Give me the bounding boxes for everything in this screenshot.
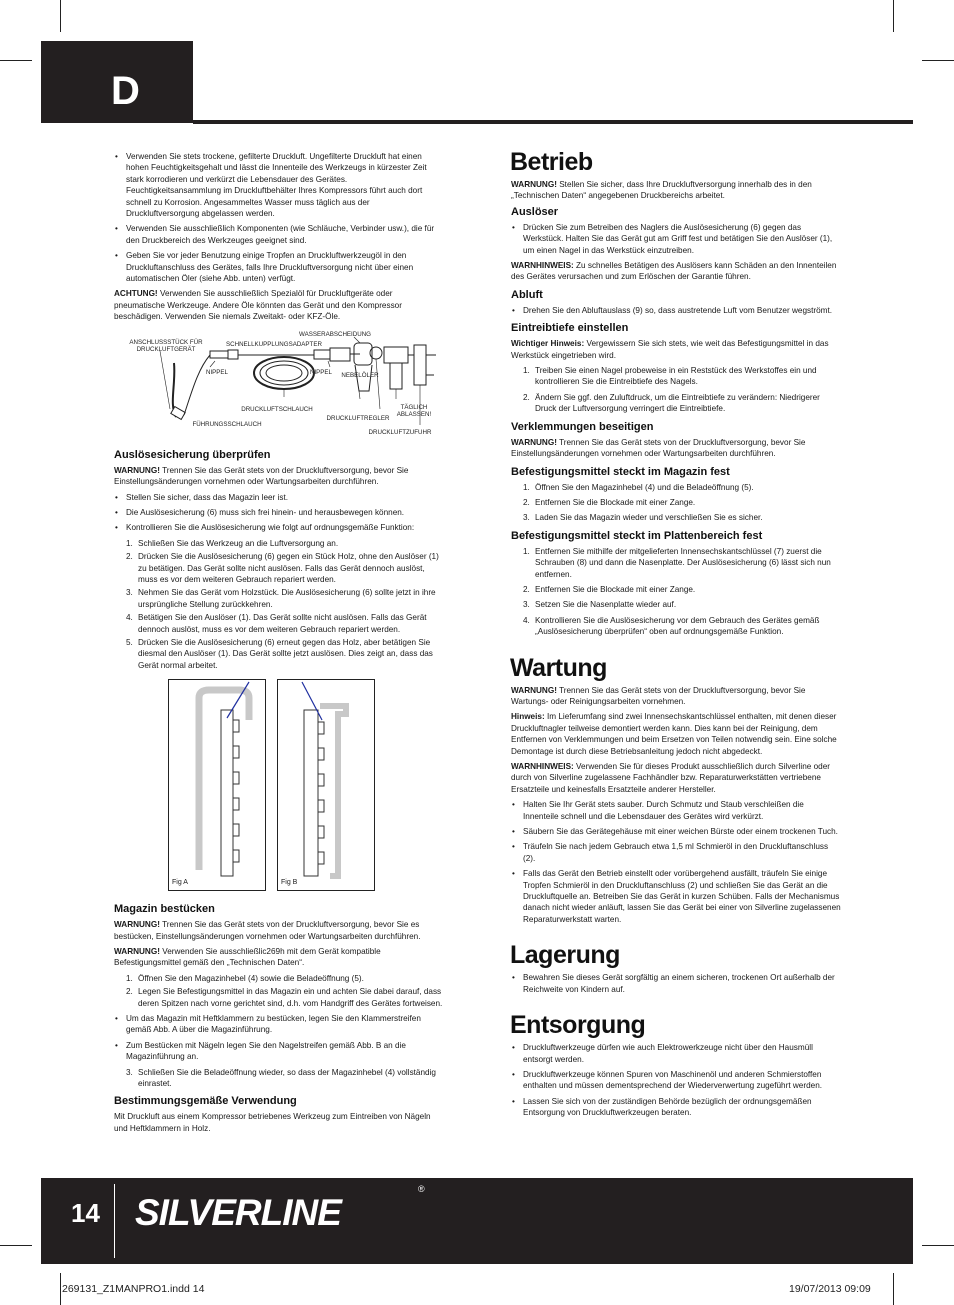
list-item: • Falls das Gerät den Betrieb einstellt oder vorübergehend ausfällt, träufeln Sie einige Tropfen Schmieröl in den Druckluftanschluss (2) und schließen Sie das Gerät an die Druckluftquelle an. Betreiben Sie das Gerät in kurzen Schüben. Falls der Mechanismus danach nicht wieder anläuft, lassen Sie das Gerät bei einer von Silverline zugelassenen Reparaturwerkstatt warten. <box>511 868 841 925</box>
check-list <box>114 492 444 534</box>
achtung-note <box>114 288 444 322</box>
chapter-title: Entsorgung <box>510 1011 646 1040</box>
list-item: • Kontrollieren Sie die Auslösesicherung wie folgt auf ordnungsgemäße Funktion: <box>114 522 444 533</box>
diagram-label: NEBELÖLER <box>341 371 379 379</box>
plate-steps <box>523 546 841 638</box>
list-item: • Druckluftwerkzeuge können Spuren von Maschinenöl und anderen Schmierstoffen enthalten und müssen dementsprechend der Wiederverwertung zugeführt werden. <box>511 1069 841 1092</box>
chapter-title: Wartung <box>510 653 607 682</box>
step-item: 4. Kontrollieren Sie die Auslösesicherung vor dem Gebrauch des Gerätes gemäß „Auslösesicherung überprüfen“ oben auf ordnungsgemäße Funktion. <box>523 615 820 637</box>
step-item: 4. Betätigen Sie den Auslöser (1). Das Gerät sollte nicht auslösen. Falls das Gerät dennoch auslöst, muss es vor dem weiteren Gebrauch repariert werden. <box>126 613 427 634</box>
step-item: 2. Legen Sie Befestigungsmittel in das Magazin ein und achten Sie dabei darauf, dass deren Spitzen nach vorne gerichtet sind, d.h. vom Handgriff des Gerätes fortweisen. <box>126 987 443 1008</box>
load-bullets <box>114 1013 444 1063</box>
crop-mark <box>893 1273 894 1305</box>
right-column <box>511 148 841 1123</box>
list-item: • Träufeln Sie nach jedem Gebrauch etwa 1,5 ml Schmieröl in den Druckluftanschluss (2). <box>511 841 841 864</box>
figure-a <box>168 679 266 891</box>
diagram-label: WASSERABSCHEIDUNG <box>299 330 371 338</box>
note-text: Im Lieferumfang sind zwei Innensechskantschlüssel enthalten, mit denen dieser Druckluftnagler teilweise demontiert werden kann. Dies kann bei der Reinigung, dem Entfernen von Verklemmungen und beim Ersetzen von Teilen notwendig sein. Eine solche Demontage ist durch diese Betriebsanleitung jedoch nicht abgedeckt. <box>511 712 837 756</box>
step-item: 3. Nehmen Sie das Gerät vom Holzstück. Die Auslösesicherung (6) sollte jetzt in ihre ursprüngliche Stellung zurückkehren. <box>126 588 436 609</box>
section-letter: D <box>111 69 140 113</box>
nail-strip-illustration <box>278 680 374 890</box>
section-heading: Bestimmungsgemäße Verwendung <box>114 1095 297 1108</box>
page-number: 14 <box>71 1198 100 1228</box>
crop-mark <box>60 0 61 32</box>
diagram-label: DRUCKLUFTSCHLAUCH <box>241 405 313 413</box>
slug-file: 269131_Z1MANPRO1.indd 14 <box>62 1283 205 1295</box>
list-item: • Lassen Sie sich von der zuständigen Behörde bezüglich der ordnungsgemäßen Entsorgung von Druckluftwerkzeugen beraten. <box>511 1096 841 1119</box>
note-label: WARNUNG! <box>114 947 160 956</box>
note-label: Wichtiger Hinweis: <box>511 339 585 349</box>
step-item: 1. Schließen Sie das Werkzeug an die Luftversorgung an. <box>126 538 339 548</box>
step-item: 1. Treiben Sie einen Nagel probeweise in ein Reststück des Werkstoffes ein und kontrollieren Sie die Eintreibtiefe des Nagels. <box>523 366 817 387</box>
silverline-logo: SILVERLINE <box>135 1192 341 1233</box>
list-item: • Verwenden Sie stets trockene, gefilterte Druckluft. Ungefilterte Druckluft hat einen hohen Feuchtigkeitsgehalt und lässt die Innenteile des Werkzeugs in kürzester Zeit stark korrodieren und verkürzt die Lebensdauer des Gerätes. Feuchtigkeitsansammlung im Druckluftbehälter Ihres Kompressors führt auch dort schnell zu Korrosion. Angesammeltes Wasser muss täglich aus der Druckluftversorgung abgelassen werden. <box>114 151 444 219</box>
step-item: 2. Drücken Sie die Auslösesicherung (6) gegen ein Stück Holz, ohne den Auslöser (1) zu betätigen. Das Gerät sollte nicht auslösen. Falls das Gerät dennoch auslöst, muss es vor dem weiteren Gebrauch repariert werden. <box>126 552 439 584</box>
warning-note <box>511 179 841 202</box>
note-label: WARNUNG! <box>511 685 557 695</box>
load-steps <box>126 973 444 1009</box>
step-item: 1. Entfernen Sie mithilfe der mitgelieferten Innensechskantschlüssel (7) zuerst die Schrauben (8) und dann die Nasenplatte. Der Auslösesicherung (6) lässt sich nun entfernen. <box>523 546 831 579</box>
step-item: 2. Entfernen Sie die Blockade mit einer Zange. <box>523 584 696 594</box>
list-item: • Druckluftwerkzeuge dürfen wie auch Elektrowerkzeuge nicht über den Hausmüll entsorgt werden. <box>511 1042 841 1065</box>
note-text: Stellen Sie sicher, dass Ihre Druckluftversorgung innerhalb des in den „Technischen Daten“ angegebenen Druckbereichs arbeitet. <box>511 180 812 201</box>
note-label: WARNHINWEIS: <box>511 762 574 771</box>
depth-steps <box>523 365 841 415</box>
section-heading: Befestigungsmittel steckt im Magazin fest <box>511 465 730 478</box>
warning-note <box>114 946 444 969</box>
list-item: • Säubern Sie das Gerätegehäuse mit einer weichen Bürste oder einem trockenen Tuch. <box>511 826 841 837</box>
step-item: 1. Öffnen Sie den Magazinhebel (4) sowie die Beladeöffnung (5). <box>126 973 364 983</box>
slug-date: 19/07/2013 09:09 <box>789 1283 871 1295</box>
note-label: WARNUNG! <box>511 180 557 189</box>
note-text: Zu schnelles Betätigen des Auslösers kann Schäden an den Innenteilen des Gerätes verursachen und zum Erlöschen der Garantie führen. <box>511 261 837 282</box>
hint-note <box>511 711 841 757</box>
diagram-label: NIPPEL <box>309 368 332 376</box>
magazine-steps <box>523 482 841 524</box>
warning-note <box>114 919 444 942</box>
crop-mark <box>0 1245 32 1246</box>
storage-list <box>511 972 841 995</box>
maintenance-list <box>511 799 841 925</box>
intro-list <box>114 151 444 284</box>
note-text: Trennen Sie das Gerät stets von der Druckluftversorgung, bevor Sie Einstellungsänderungen vornehmen oder Wartungsarbeiten durchführen. <box>114 465 409 487</box>
step-item: 2. Entfernen Sie die Blockade mit einer Zange. <box>523 497 696 507</box>
figure-b <box>277 679 375 891</box>
section-heading: Auslösesicherung überprüfen <box>114 448 271 461</box>
list-item: • Verwenden Sie ausschließlich Komponenten (wie Schläuche, Verbinder usw.), die für den Druckbereich des Werkzeuges geeignet sind. <box>114 223 444 246</box>
load-steps-end <box>126 1067 444 1090</box>
section-heading: Abluft <box>511 288 543 301</box>
warning-note <box>511 685 841 708</box>
list-item: • Die Auslösesicherung (6) muss sich frei hinein- und herausbewegen können. <box>114 507 444 518</box>
crop-mark <box>893 0 894 32</box>
list-item: • Stellen Sie sicher, dass das Magazin leer ist. <box>114 492 444 503</box>
staple-strip-illustration <box>169 680 265 890</box>
figure-caption: Fig A <box>172 878 188 886</box>
crop-mark <box>60 1273 61 1305</box>
list-item: • Zum Bestücken mit Nägeln legen Sie den Nagelstreifen gemäß Abb. B an die Magazinführung an. <box>114 1040 444 1063</box>
note-label: ACHTUNG! <box>114 289 158 299</box>
trigger-list <box>511 222 841 256</box>
list-item: • Drücken Sie zum Betreiben des Naglers die Auslösesicherung (6) gegen das Werkstück. Halten Sie das Gerät gut am Griff fest und betätigen Sie den Auslöser (1), um einen Nagel in das Werkstück einzutreiben. <box>511 222 841 256</box>
note-text: Verwenden Sie ausschließlich Spezialöl für Druckluftgeräte oder pneumatische Werkzeuge. Andere Öle könnten das Gerät und den Kompressor beschädigen. Verwenden Sie niemals Zweitakt- oder KFZ-Öle. <box>114 289 402 322</box>
body-text: Mit Druckluft aus einem Kompressor betriebenes Werkzeug zum Eintreiben von Nägeln und Heftklammern in Holz. <box>114 1112 431 1133</box>
crop-mark <box>922 60 954 61</box>
diagram-label: SCHNELLKUPPLUNGSADAPTER <box>226 340 322 348</box>
note-label: WARNHINWEIS: <box>511 261 574 271</box>
left-column <box>114 151 444 1138</box>
note-text: Trennen Sie das Gerät stets von der Druckluftversorgung, bevor Sie Wartungs- oder Reinigungsarbeiten vornehmen. <box>511 685 806 706</box>
crop-mark <box>0 60 32 61</box>
figures <box>114 679 444 895</box>
registered-mark: ® <box>418 1184 425 1194</box>
warning-note <box>511 437 841 460</box>
chapter-title: Betrieb <box>510 148 593 176</box>
diagram-label: DRUCKLUFTREGLER <box>326 414 390 422</box>
note-text: Trennen Sie das Gerät stets von der Druckluftversorgung, bevor Sie Einstellungsänderungen vornehmen oder Wartungsarbeiten durchführen. <box>511 437 806 459</box>
check-steps <box>126 538 444 671</box>
note-text: Verwenden Sie für dieses Produkt ausschließlich durch Silverline oder durch von Silverline zugelassene Fachhändler bzw. Reparaturwerkstätten vertriebene Ersatzteile und keinesfalls Ersatzteile anderer Hersteller. <box>511 762 830 794</box>
section-heading: Befestigungsmittel steckt im Plattenbereich fest <box>511 529 763 542</box>
note-label: WARNUNG! <box>511 437 557 447</box>
step-item: 3. Laden Sie das Magazin wieder und verschließen Sie es sicher. <box>523 513 763 523</box>
section-heading: Eintreibtiefe einstellen <box>511 322 629 335</box>
step-item: 1. Öffnen Sie den Magazinhebel (4) und die Beladeöffnung (5). <box>523 482 754 492</box>
diagram-label: FÜHRUNGSSCHLAUCH <box>192 420 262 428</box>
crop-mark <box>922 1245 954 1246</box>
exhaust-list <box>511 305 841 316</box>
diagram-label: NIPPEL <box>205 368 228 376</box>
hint-note <box>511 260 841 283</box>
diagram-label: ANSCHLUSSSTÜCK FÜR DRUCKLUFTGERÄT <box>129 338 203 353</box>
step-item: 2. Ändern Sie ggf. den Zuluftdruck, um die Eintreibtiefe zu verändern: Niedrigerer Druck der Luftversorgung verringert die Eintreibtiefe. <box>523 392 820 414</box>
list-item: • Halten Sie Ihr Gerät stets sauber. Durch Schmutz und Staub verschleißen die Innenteile schnell und die Lebensdauer des Gerätes wird verkürzt. <box>511 799 841 822</box>
section-heading: Auslöser <box>511 205 559 218</box>
hint-note <box>511 338 841 361</box>
air-supply-diagram <box>114 329 444 439</box>
section-heading: Magazin bestücken <box>114 903 215 916</box>
note-label: WARNUNG! <box>114 465 160 475</box>
section-tab <box>41 41 193 123</box>
list-item: • Drehen Sie den Abluftauslass (9) so, dass austretende Luft vom Benutzer wegströmt. <box>511 305 841 316</box>
hint-note <box>511 761 841 795</box>
step-item: 3. Schließen Sie die Beladeöffnung wieder, so dass der Magazinhebel (4) vollständig einrastet. <box>126 1067 436 1089</box>
footer-divider <box>114 1184 115 1258</box>
note-label: WARNUNG! <box>114 920 160 930</box>
note-text: Vergewissern Sie sich stets, wie weit das Befestigungsmittel in das Werkstück eingetrieben wird. <box>511 339 829 360</box>
diagram-label: DRUCKLUFTZUFUHR <box>368 428 432 436</box>
diagram-label: TÄGLICH ABLASSEN! <box>396 403 432 418</box>
step-item: 5. Drücken Sie die Auslösesicherung (6) erneut gegen das Holz, aber betätigen Sie diesmal den Auslöser (1). Das Gerät sollte jetzt auslösen. Dies zeigt an, dass das Gerät normal arbeitet. <box>126 637 433 670</box>
list-item: • Geben Sie vor jeder Benutzung einige Tropfen an Druckluftwerkzeugöl in den Druckluftanschluss des Gerätes, falls Ihre Druckluftversorgung nicht über einen automatischen Öler (siehe Abb. unten) verfügt. <box>114 250 444 284</box>
footer-bar <box>41 1178 913 1264</box>
list-item: • Um das Magazin mit Heftklammern zu bestücken, legen Sie den Klammerstreifen gemäß Abb. A über die Magazinführung. <box>114 1013 444 1036</box>
header-rule <box>193 120 913 124</box>
list-item: • Bewahren Sie dieses Gerät sorgfältig an einem sicheren, trockenen Ort außerhalb der Reichweite von Kindern auf. <box>511 972 841 995</box>
figure-caption: Fig B <box>281 878 298 886</box>
chapter-title: Lagerung <box>510 941 620 970</box>
step-item: 3. Setzen Sie die Nasenplatte wieder auf. <box>523 600 677 610</box>
warning-note <box>114 465 444 488</box>
disposal-list <box>511 1042 841 1118</box>
note-text: Verwenden Sie ausschließlic269h mit dem Gerät kompatible Befestigungsmittel gemäß den „Technischen Daten“. <box>114 947 381 968</box>
note-label: Hinweis: <box>511 712 545 722</box>
note-text: Trennen Sie das Gerät stets von der Druckluftversorgung, bevor Sie es bestücken, Einstellungsänderungen vornehmen oder Wartungsarbeiten durchführen. <box>114 920 421 941</box>
section-heading: Verklemmungen beseitigen <box>511 420 654 433</box>
